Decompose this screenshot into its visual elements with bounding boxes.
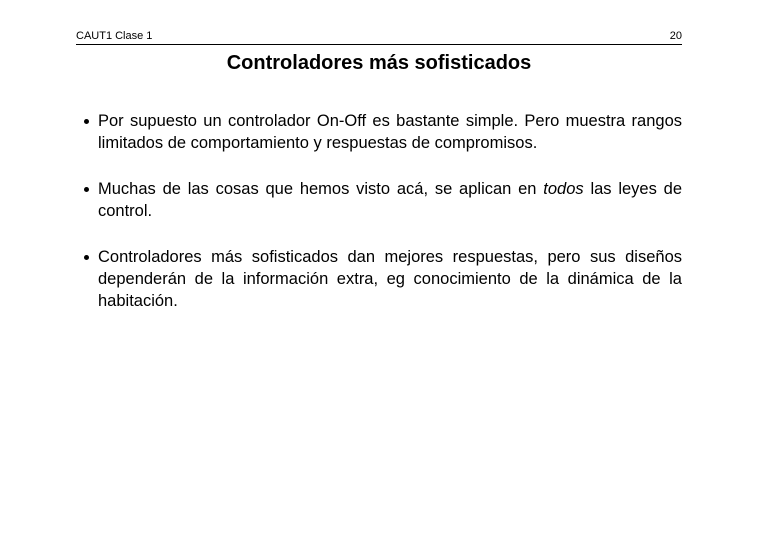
bullet-item-1 xyxy=(76,110,682,154)
bullet-text-2-emphasis: todos xyxy=(543,180,584,198)
bullet-text-2-after: las leyes de control. xyxy=(98,180,682,220)
bullet-dot-icon xyxy=(84,255,89,260)
course-label: CAUT1 Clase 1 xyxy=(76,30,153,42)
bullet-dot-icon xyxy=(84,187,89,192)
bullet-text-2-before: Muchas de las cosas que hemos visto acá, se aplican en xyxy=(98,180,544,198)
bullet-item-3 xyxy=(76,246,682,312)
bullet-dot-icon xyxy=(84,119,89,124)
bullet-text-3: Controladores más sofisticados dan mejores respuestas, pero sus diseños dependerán de la información extra, eg conocimiento de la dinámica de la habitación. xyxy=(98,248,682,310)
page-number: 20 xyxy=(669,30,682,42)
bullet-list xyxy=(76,110,682,336)
slide-title: Controladores más sofisticados xyxy=(226,52,532,74)
slide-header xyxy=(76,30,682,45)
bullet-text-1: Por supuesto un controlador On-Off es bastante simple. Pero muestra rangos limitados de comportamiento y respuestas de compromisos. xyxy=(98,112,682,152)
bullet-item-2 xyxy=(76,178,682,222)
